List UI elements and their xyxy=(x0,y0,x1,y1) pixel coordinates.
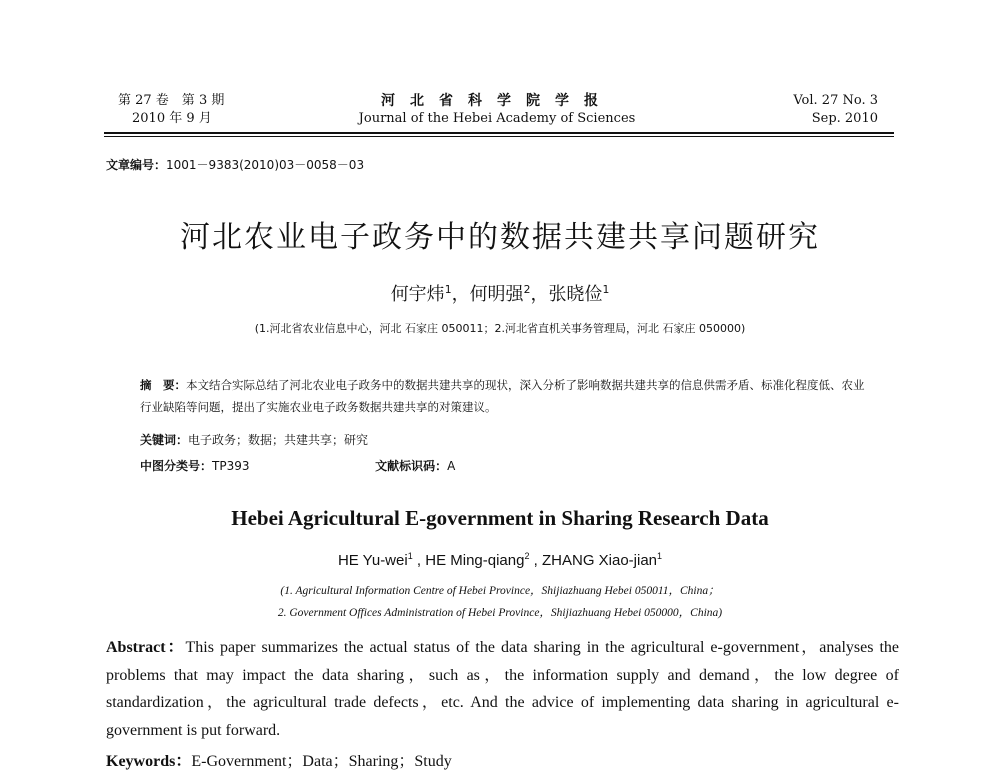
abstract-cn-label: 摘 要： xyxy=(140,378,186,392)
author-affil-mark: 2 xyxy=(523,283,531,296)
classification-row xyxy=(140,457,455,474)
author-separator: , xyxy=(412,552,426,569)
volume-issue: 第 27 卷 第 3 期 xyxy=(118,93,225,108)
article-id-value: 1001－9383(2010)03－0058－03 xyxy=(166,158,365,172)
journal-name xyxy=(112,92,882,128)
keywords-cn-label: 关键词： xyxy=(140,433,189,447)
author-separator: ， xyxy=(451,284,470,305)
abstract-cn-text: 本文结合实际总结了河北农业电子政务中的数据共建共享的现状，深入分析了影响数据共建共享的信息供需矛盾、标准化程度低、农业行业缺陷等问题，提出了实施农业电子政务数据共建共享的对策建议。 xyxy=(140,378,865,414)
keywords-en-text: E-Government；Data；Sharing；Study xyxy=(191,753,452,770)
journal-name-cn: 河北省科学院学报 xyxy=(381,93,613,109)
author-name: 何宇炜 xyxy=(390,284,445,305)
authors-cn xyxy=(0,280,1000,306)
affiliation-en-1: (1. Agricultural Information Centre of Hebei Province，Shijiazhuang Hebei 050011，China； xyxy=(280,585,720,597)
paper-title-en: Hebei Agricultural E-government in Sharing Research Data xyxy=(231,506,769,530)
author-affil-mark: 1 xyxy=(444,283,452,296)
paper-title-cn: 河北农业电子政务中的数据共建共享问题研究 xyxy=(180,220,820,255)
author-name-en: ZHANG Xiao-jian xyxy=(541,552,658,569)
header-rule-thin xyxy=(104,136,894,137)
author-name: 张晓俭 xyxy=(548,284,603,305)
clc-value: TP393 xyxy=(212,459,250,473)
doc-code-label: 文献标识码： xyxy=(375,459,448,473)
journal-name-en: Journal of the Hebei Academy of Sciences xyxy=(358,111,636,126)
issue-date-en: Sep. 2010 xyxy=(811,111,878,126)
author-separator: ， xyxy=(530,284,549,305)
author-separator: , xyxy=(529,552,542,569)
abstract-en-text: This paper summarizes the actual status of the data sharing in the agricultural e-government，analyses the problems that may impact the data sharing，such as，the information supply and demand，the low degree of standardization，the agricultural trade defects，etc. And the advice of implementing data sharing in agricultural e-government is put forward. xyxy=(106,639,899,739)
author-name-en: HE Ming-qiang xyxy=(425,552,525,569)
issue-info-en xyxy=(793,92,878,128)
issue-date: 2010 年 9 月 xyxy=(132,111,212,126)
author-affil-mark: 1 xyxy=(602,283,610,296)
abstract-cn xyxy=(140,374,870,418)
keywords-cn-text: 电子政务；数据；共建共享；研究 xyxy=(188,433,369,447)
authors-en xyxy=(0,551,1000,569)
article-id xyxy=(106,156,364,173)
header-rule-thick xyxy=(104,132,894,134)
author-affil-mark: 1 xyxy=(407,551,413,561)
author-name: 何明强 xyxy=(469,284,524,305)
clc-label: 中图分类号： xyxy=(140,459,213,473)
article-id-label: 文章编号： xyxy=(106,158,167,172)
affiliations-cn: (1.河北省农业信息中心，河北 石家庄 050011；2.河北省直机关事务管理局，河北 石家庄 050000) xyxy=(254,322,746,335)
author-affil-mark: 2 xyxy=(524,551,530,561)
author-name-en: HE Yu-wei xyxy=(337,552,408,569)
journal-header xyxy=(112,92,882,130)
keywords-cn xyxy=(140,431,368,448)
abstract-en-label: Abstract： xyxy=(106,639,186,656)
affiliation-en-2: 2. Government Offices Administration of Hebei Province，Shijiazhuang Hebei 050000，China) xyxy=(277,607,723,619)
keywords-en-label: Keywords： xyxy=(106,753,192,770)
abstract-en xyxy=(106,634,899,744)
volume-issue-en: Vol. 27 No. 3 xyxy=(793,93,878,108)
doc-code-value: A xyxy=(447,459,456,473)
author-affil-mark: 1 xyxy=(657,551,663,561)
